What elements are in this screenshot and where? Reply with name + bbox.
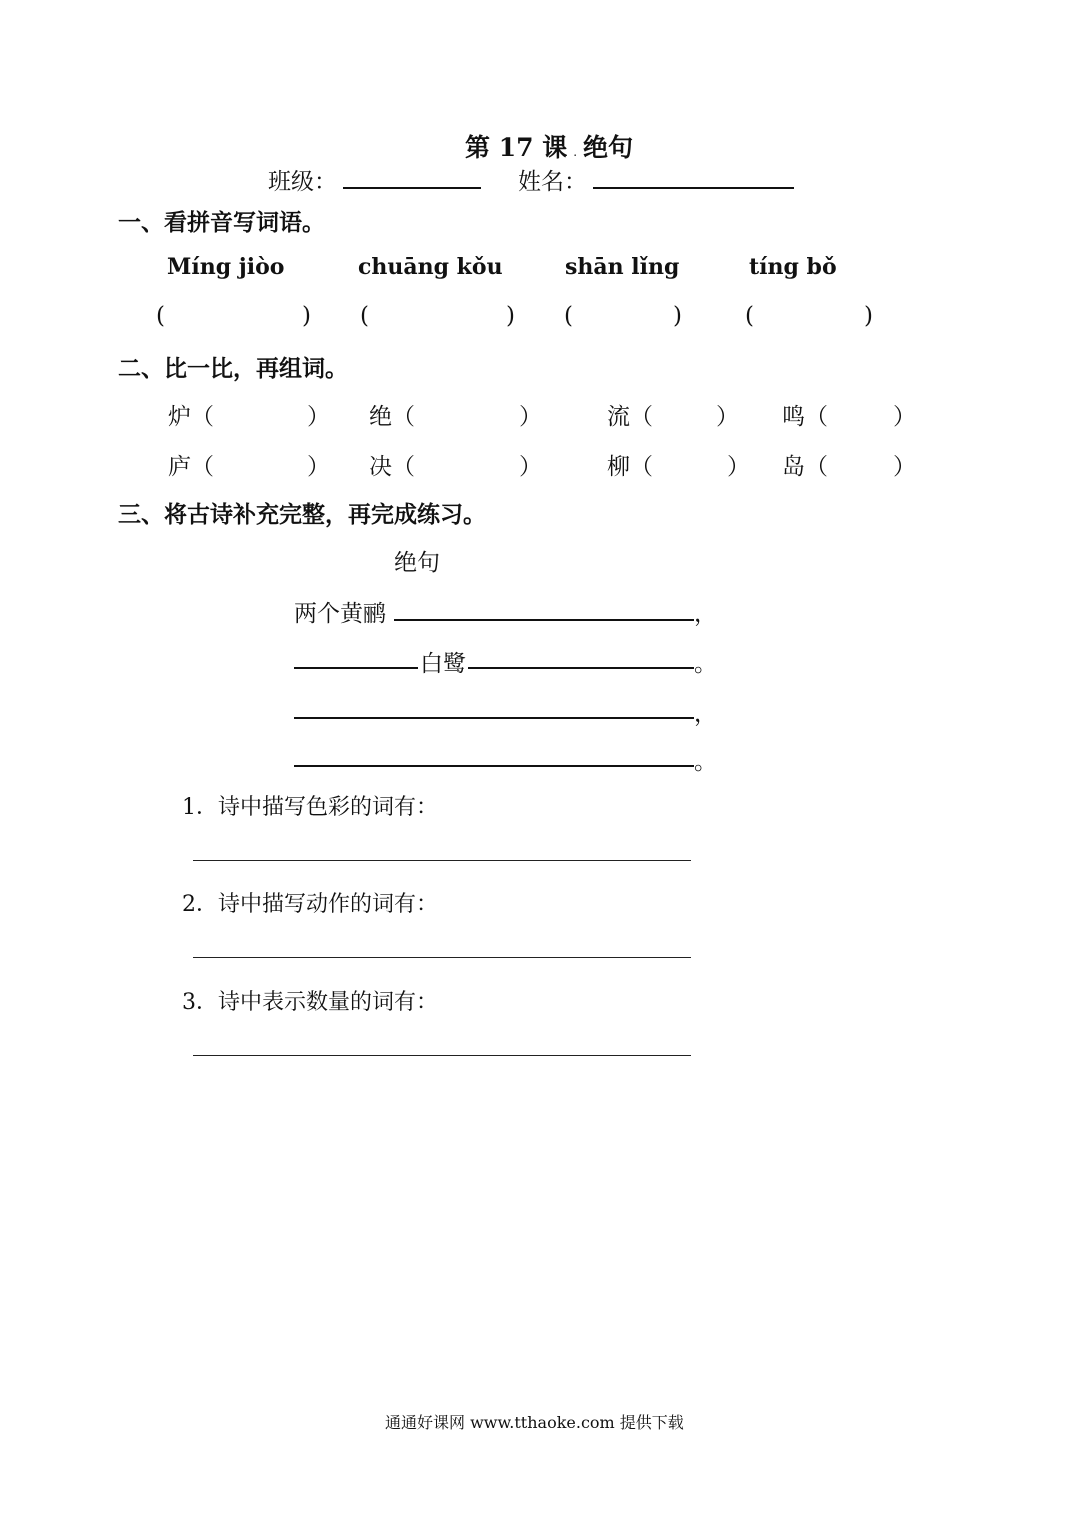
class-label: 班级： bbox=[268, 169, 337, 195]
pinyin-4: tíng bǒ bbox=[749, 254, 837, 280]
compare-char-dao[interactable]: 岛（ bbox=[782, 454, 828, 480]
poem-line1-start: 两个黄鹂 bbox=[294, 601, 386, 627]
footer-text: 通通好课网 www.tthaoke.com 提供下载 bbox=[385, 1413, 684, 1432]
question-1: 1．诗中描写色彩的词有： bbox=[182, 795, 438, 820]
answer-box-1-open[interactable]: ( bbox=[156, 303, 165, 329]
answer-box-3-close: ) bbox=[673, 303, 682, 329]
compare-close: ） bbox=[716, 404, 739, 430]
answer-line-1[interactable] bbox=[193, 860, 691, 861]
poem-line1-comma: ， bbox=[694, 601, 717, 627]
compare-char-lu2[interactable]: 庐（ bbox=[168, 454, 214, 480]
name-label: 姓名： bbox=[518, 169, 587, 195]
poem-line3-blank[interactable] bbox=[294, 717, 694, 719]
answer-box-4-open[interactable]: ( bbox=[745, 303, 754, 329]
section1-heading: 一、看拼音写词语。 bbox=[118, 209, 325, 236]
answer-box-2-close: ) bbox=[506, 303, 515, 329]
compare-char-jue2[interactable]: 决（ bbox=[369, 454, 415, 480]
answer-box-2-open[interactable]: ( bbox=[360, 303, 369, 329]
compare-close: ） bbox=[893, 454, 916, 480]
lesson-number: 第 17 课 bbox=[465, 133, 568, 162]
compare-close: ） bbox=[307, 404, 330, 430]
answer-box-4-close: ) bbox=[864, 303, 873, 329]
compare-char-jue[interactable]: 绝（ bbox=[369, 404, 415, 430]
section3-heading: 三、将古诗补充完整，再完成练习。 bbox=[118, 501, 486, 528]
page-title bbox=[465, 128, 633, 164]
poem-line2-mid: 白鹭 bbox=[420, 651, 466, 677]
poem-line3-comma: ， bbox=[694, 701, 717, 727]
poem-line4-period: 。 bbox=[694, 749, 717, 775]
compare-char-lu[interactable]: 炉（ bbox=[168, 404, 214, 430]
pinyin-1: Míng jiòo bbox=[167, 254, 285, 280]
section2-heading: 二、比一比，再组词。 bbox=[118, 355, 348, 382]
poem-line2-blank-b[interactable] bbox=[468, 667, 694, 669]
answer-box-1-close: ) bbox=[302, 303, 311, 329]
name-blank[interactable] bbox=[593, 187, 794, 189]
compare-close: ） bbox=[727, 454, 750, 480]
answer-line-3[interactable] bbox=[193, 1055, 691, 1056]
answer-line-2[interactable] bbox=[193, 957, 691, 958]
poem-line4-blank[interactable] bbox=[294, 765, 694, 767]
class-blank[interactable] bbox=[343, 187, 481, 189]
answer-box-3-open[interactable]: ( bbox=[564, 303, 573, 329]
title-dot: . bbox=[573, 145, 578, 159]
poem-line2-period: 。 bbox=[694, 651, 717, 677]
question-2: 2．诗中描写动作的词有： bbox=[182, 892, 438, 917]
lesson-name: 绝句 bbox=[583, 133, 634, 162]
question-3: 3．诗中表示数量的词有： bbox=[182, 990, 438, 1015]
pinyin-2: chuāng kǒu bbox=[358, 254, 503, 280]
compare-close: ） bbox=[307, 454, 330, 480]
compare-close: ） bbox=[519, 454, 542, 480]
poem-line2-blank-a[interactable] bbox=[294, 667, 418, 669]
compare-char-ming[interactable]: 鸣（ bbox=[782, 404, 828, 430]
compare-char-liu[interactable]: 流（ bbox=[607, 404, 653, 430]
poem-line1-blank[interactable] bbox=[394, 619, 694, 621]
compare-close: ） bbox=[893, 404, 916, 430]
compare-close: ） bbox=[519, 404, 542, 430]
pinyin-3: shān lǐng bbox=[565, 254, 680, 280]
compare-char-liu2[interactable]: 柳（ bbox=[607, 454, 653, 480]
poem-title: 绝句 bbox=[394, 550, 440, 576]
